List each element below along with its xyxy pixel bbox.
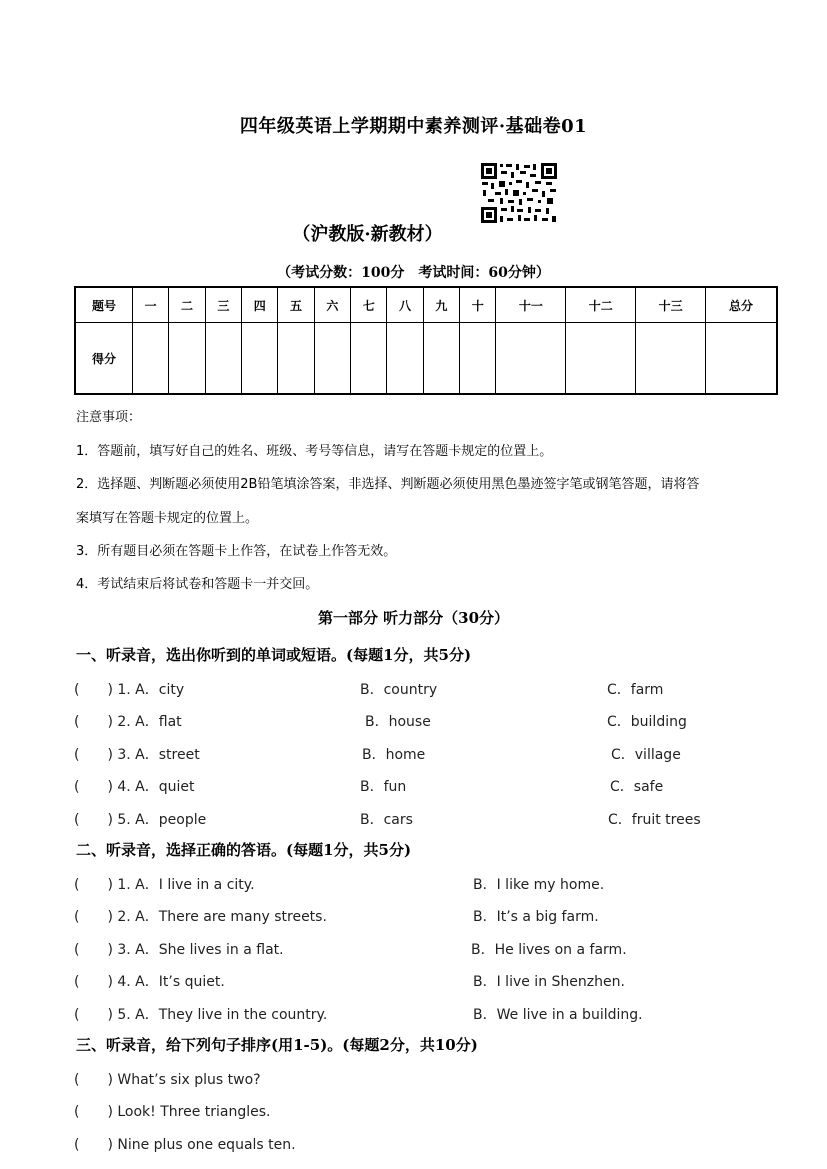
note-item: 4．考试结束后将试卷和答题卡一并交回。 (76, 577, 319, 592)
question-stem: ( ) 3. A．street (74, 747, 200, 763)
option-c: C．fruit trees (608, 812, 701, 828)
page-title: 四年级英语上学期期中素养测评·基础卷01 (239, 116, 588, 137)
question-stem: ( ) 2. A．flat (74, 714, 182, 730)
question-stem: ( ) 4. A．quiet (74, 779, 195, 795)
table-cell: 十三 (636, 287, 706, 323)
option-b: B．It’s a big farm. (473, 909, 599, 925)
option-b: B．I like my home. (473, 877, 605, 893)
notes-heading: 注意事项： (76, 410, 142, 425)
table-cell: 五 (278, 287, 314, 323)
score-cell[interactable] (387, 323, 423, 395)
exam-info: （考试分数：100分 考试时间：60分钟） (277, 265, 550, 281)
note-item: 2．选择题、判断题必须使用2B铅笔填涂答案，非选择、判断题必须使用黑色墨迹签字笔或钢笔答题，请将答 (76, 477, 700, 492)
section-title: 三、听录音，给下列句子排序(用1-5)。(每题2分，共10分) (76, 1036, 478, 1054)
question-stem: ( ) 3. A．She lives in a flat. (74, 942, 284, 958)
option-c: C．safe (610, 779, 664, 795)
option-b: B．home (362, 747, 426, 763)
score-cell[interactable] (169, 323, 205, 395)
note-item: 案填写在答题卡规定的位置上。 (76, 511, 259, 526)
table-cell: 四 (242, 287, 278, 323)
note-item: 1．答题前，填写好自己的姓名、班级、考号等信息，请写在答题卡规定的位置上。 (76, 444, 553, 459)
question-stem: ( ) 5. A．They live in the country. (74, 1007, 328, 1023)
score-cell[interactable] (278, 323, 314, 395)
table-cell: 二 (169, 287, 205, 323)
score-table (74, 286, 778, 395)
score-cell[interactable] (423, 323, 459, 395)
question-stem: ( ) 4. A．It’s quiet. (74, 974, 225, 990)
table-cell: 九 (423, 287, 459, 323)
option-b: B．I live in Shenzhen. (473, 974, 625, 990)
table-cell: 总分 (706, 287, 777, 323)
note-item: 3．所有题目必须在答题卡上作答，在试卷上作答无效。 (76, 544, 397, 559)
score-cell[interactable] (460, 323, 496, 395)
option-b: B．house (365, 714, 431, 730)
option-b: B．We live in a building. (473, 1007, 643, 1023)
table-cell: 一 (133, 287, 169, 323)
option-c: C．building (607, 714, 687, 730)
table-cell: 十一 (496, 287, 566, 323)
question-stem: ( ) 5. A．people (74, 812, 207, 828)
option-c: C．village (611, 747, 681, 763)
option-b: B．country (360, 682, 438, 698)
section-title: 一、听录音，选出你听到的单词或短语。(每题1分，共5分) (76, 646, 472, 664)
score-cell[interactable] (133, 323, 169, 395)
ordering-item: ( ) What’s six plus two? (74, 1072, 261, 1088)
option-b: B．fun (360, 779, 407, 795)
score-cell[interactable] (566, 323, 636, 395)
qr-code-icon (480, 162, 558, 224)
part-title: 第一部分 听力部分（30分） (317, 609, 510, 627)
score-cell[interactable] (636, 323, 706, 395)
ordering-item: ( ) Nine plus one equals ten. (74, 1137, 296, 1153)
question-stem: ( ) 1. A．I live in a city. (74, 877, 255, 893)
option-b: B．cars (360, 812, 413, 828)
score-cell[interactable] (496, 323, 566, 395)
option-c: C．farm (607, 682, 664, 698)
section-title: 二、听录音，选择正确的答语。(每题1分，共5分) (76, 841, 412, 859)
table-cell: 七 (351, 287, 387, 323)
table-cell: 十 (460, 287, 496, 323)
table-cell: 题号 (75, 287, 133, 323)
ordering-item: ( ) Look! Three triangles. (74, 1104, 271, 1120)
score-cell[interactable] (205, 323, 241, 395)
score-cell[interactable] (242, 323, 278, 395)
score-cell[interactable] (314, 323, 350, 395)
table-cell: 十二 (566, 287, 636, 323)
edition-subtitle: （沪教版·新教材） (292, 224, 443, 245)
question-stem: ( ) 2. A．There are many streets. (74, 909, 327, 925)
score-table-score-row (75, 323, 777, 395)
score-table-header-row (75, 287, 777, 323)
option-b: B．He lives on a farm. (471, 942, 627, 958)
question-stem: ( ) 1. A．city (74, 682, 185, 698)
score-cell[interactable] (351, 323, 387, 395)
table-cell: 三 (205, 287, 241, 323)
score-cell[interactable] (706, 323, 777, 395)
table-cell: 六 (314, 287, 350, 323)
table-cell: 得分 (75, 323, 133, 395)
table-cell: 八 (387, 287, 423, 323)
